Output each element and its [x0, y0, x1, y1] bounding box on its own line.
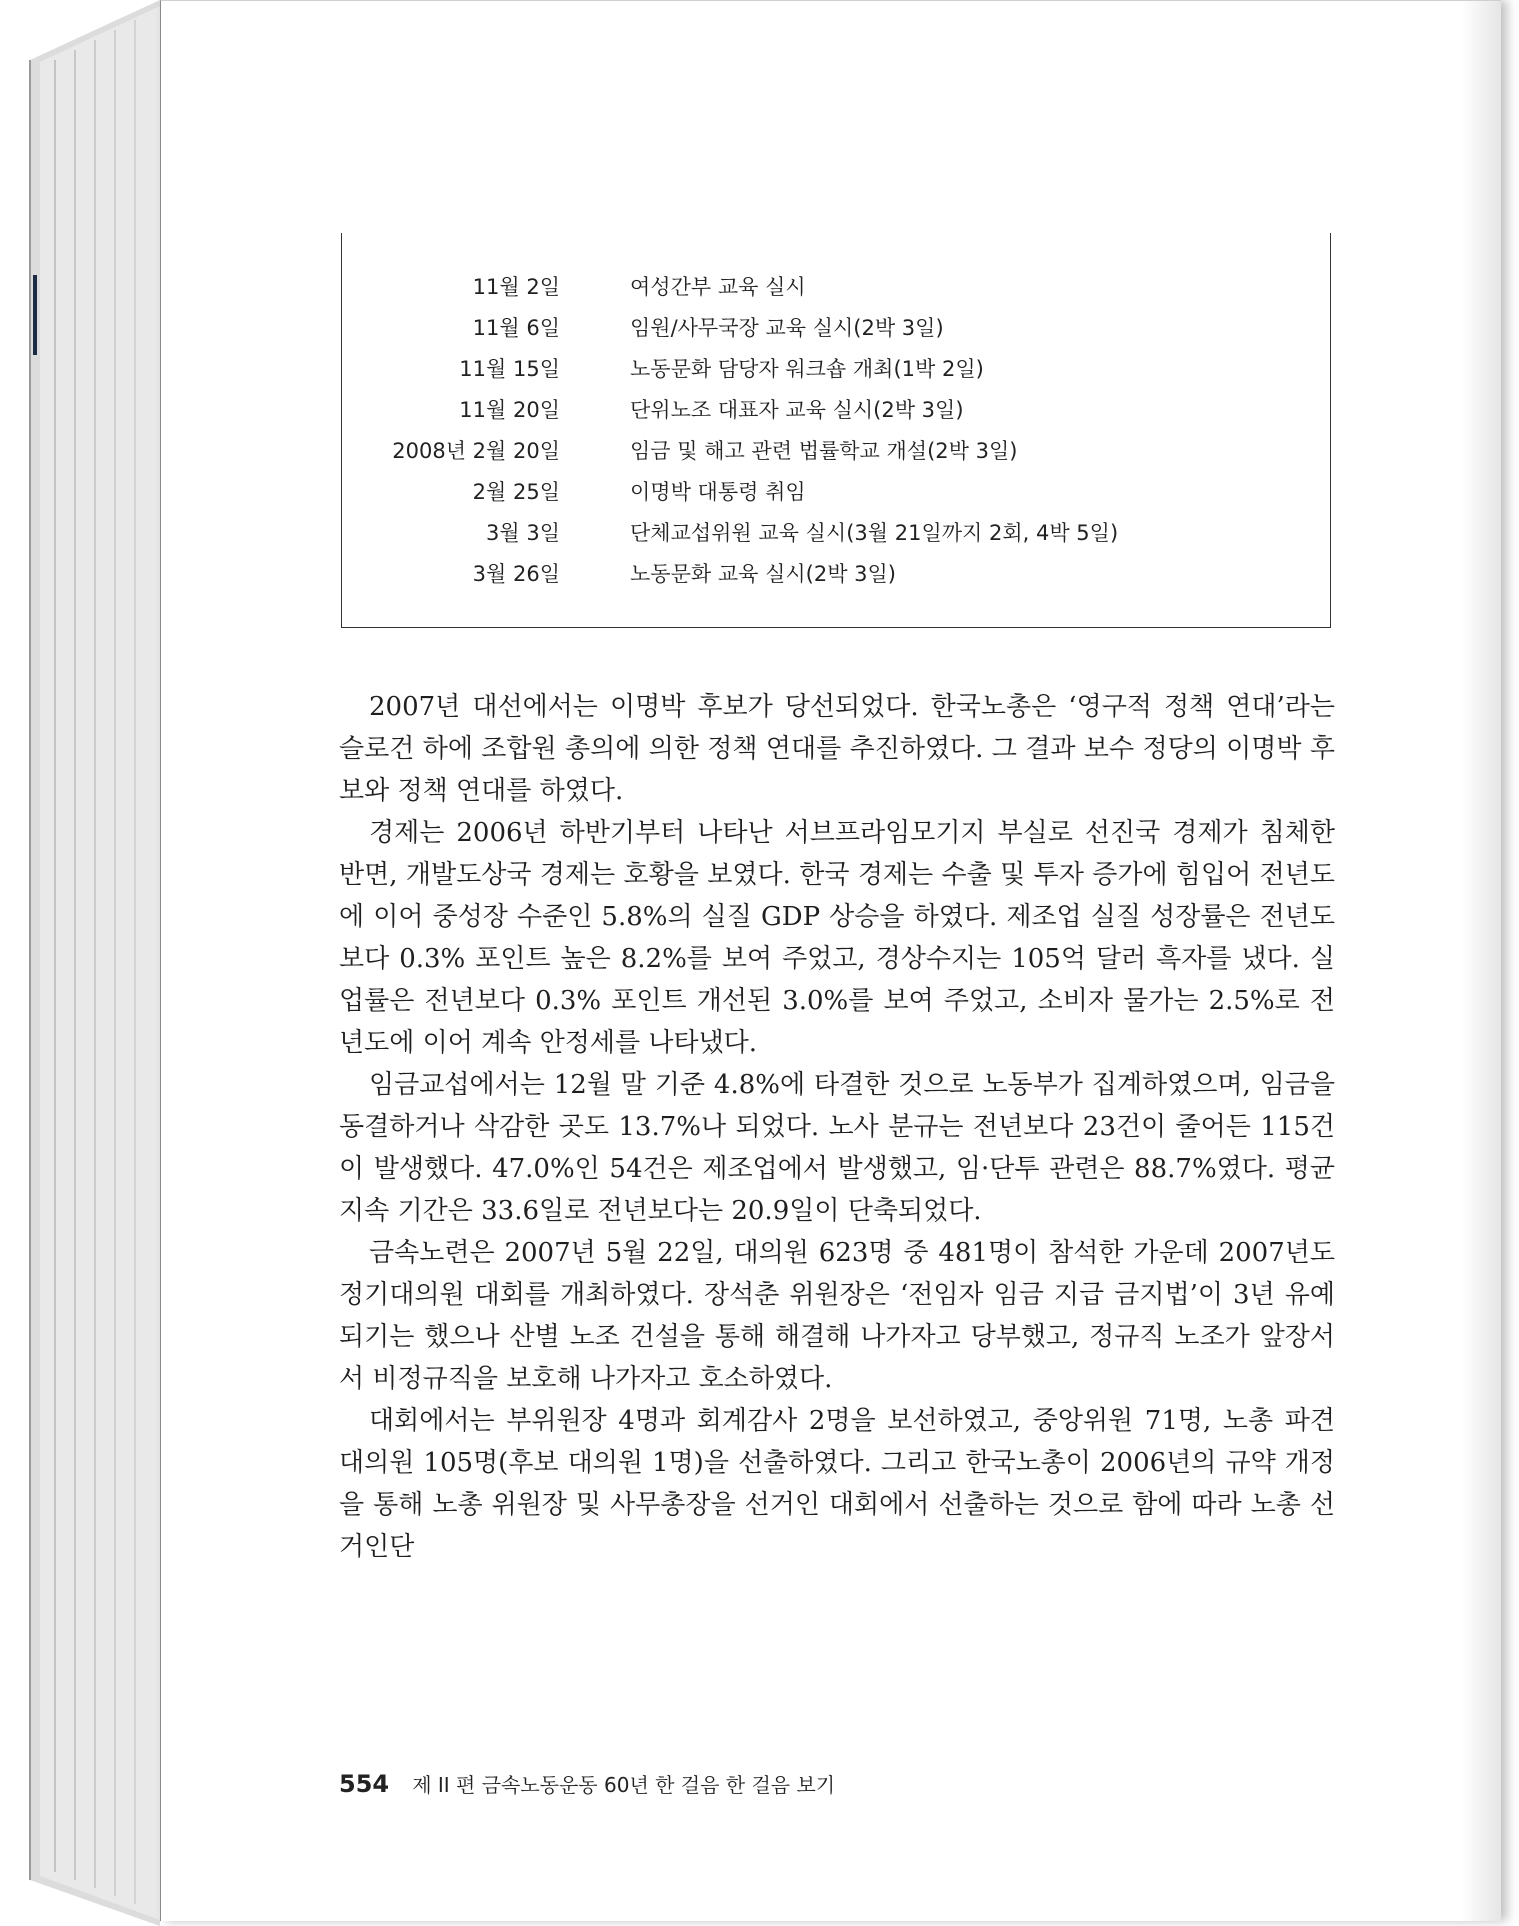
chronology-date: 2월 25일: [472, 480, 560, 504]
paragraph: 임금교섭에서는 12월 말 기준 4.8%에 타결한 것으로 노동부가 집계하였으며, 임금을 동결하거나 삭감한 곳도 13.7%나 되었다. 노사 분규는 전년보다 23건이 줄어든 115건이 발생했다. 47.0%인 54건은 제조업에서 발생했고, 임·단투 관련은 88.7%였다. 평균 지속 기간은 33.6일로 전년보다는 20.9일이 단축되었다.: [339, 1070, 1335, 1226]
chronology-row: [342, 435, 1330, 476]
chronology-event: 노동문화 담당자 워크숍 개최(1박 2일): [630, 357, 984, 381]
chronology-date: 11월 20일: [459, 398, 560, 422]
chronology-row: [342, 394, 1330, 435]
paragraph: 2007년 대선에서는 이명박 후보가 당선되었다. 한국노총은 ‘영구적 정책 연대’라는 슬로건 하에 조합원 총의에 의한 정책 연대를 추진하였다. 그 결과 보수 정당의 이명박 후보와 정책 연대를 하였다.: [339, 692, 1335, 806]
body-text: [339, 686, 1335, 1568]
chronology-date: 3월 3일: [486, 521, 560, 545]
chronology-row: [342, 476, 1330, 517]
chronology-event: 단체교섭위원 교육 실시(3월 21일까지 2회, 4박 5일): [630, 521, 1119, 545]
page-footer: [339, 1769, 835, 1798]
page-number: 554: [339, 1770, 390, 1798]
chronology-box: [341, 233, 1331, 628]
paragraph: 대회에서는 부위원장 4명과 회계감사 2명을 보선하였고, 중앙위원 71명, 노총 파견 대의원 105명(후보 대의원 1명)을 선출하였다. 그리고 한국노총이 2006년의 규약 개정을 통해 노총 위원장 및 사무총장을 선거인 대회에서 선출하는 것으로 함에 따라 노총 선거인단: [339, 1406, 1335, 1562]
paragraph: 경제는 2006년 하반기부터 나타난 서브프라임모기지 부실로 선진국 경제가 침체한 반면, 개발도상국 경제는 호황을 보였다. 한국 경제는 수출 및 투자 증가에 힘입어 전년도에 이어 중성장 수준인 5.8%의 실질 GDP 상승을 하였다. 제조업 실질 성장률은 전년도보다 0.3% 포인트 높은 8.2%를 보여 주었고, 경상수지는 105억 달러 흑자를 냈다. 실업률은 전년보다 0.3% 포인트 개선된 3.0%를 보여 주었고, 소비자 물가는 2.5%로 전년도에 이어 계속 안정세를 나타냈다.: [339, 818, 1335, 1058]
chronology-date: 11월 15일: [459, 357, 560, 381]
chronology-event: 임원/사무국장 교육 실시(2박 3일): [630, 316, 944, 340]
chronology-row: [342, 558, 1330, 599]
chronology-date: 11월 6일: [472, 316, 560, 340]
chronology-event: 노동문화 교육 실시(2박 3일): [630, 562, 896, 586]
book-page-edges: [0, 0, 180, 1926]
chronology-row: [342, 517, 1330, 558]
chronology-date: 11월 2일: [472, 275, 560, 299]
chronology-row: [342, 312, 1330, 353]
chronology-event: 단위노조 대표자 교육 실시(2박 3일): [630, 398, 964, 422]
paragraph: 금속노련은 2007년 5월 22일, 대의원 623명 중 481명이 참석한 가운데 2007년도 정기대의원 대회를 개최하였다. 장석춘 위원장은 ‘전임자 임금 지급 금지법’이 3년 유예되기는 했으나 산별 노조 건설을 통해 해결해 나가자고 당부했고, 정규직 노조가 앞장서서 비정규직을 보호해 나가자고 호소하였다.: [339, 1238, 1335, 1394]
running-title: 제 II 편 금속노동운동 60년 한 걸음 한 걸음 보기: [412, 1773, 836, 1797]
book-page: [160, 0, 1501, 1921]
chronology-date: 3월 26일: [472, 562, 560, 586]
chronology-event: 여성간부 교육 실시: [630, 275, 806, 299]
chronology-row: [342, 353, 1330, 394]
chronology-event: 이명박 대통령 취임: [630, 480, 806, 504]
chronology-date: 2008년 2월 20일: [392, 439, 560, 463]
page-shadow: [1461, 1, 1501, 1921]
chronology-event: 임금 및 해고 관련 법률학교 개설(2박 3일): [630, 439, 1018, 463]
chronology-row: [342, 271, 1330, 312]
